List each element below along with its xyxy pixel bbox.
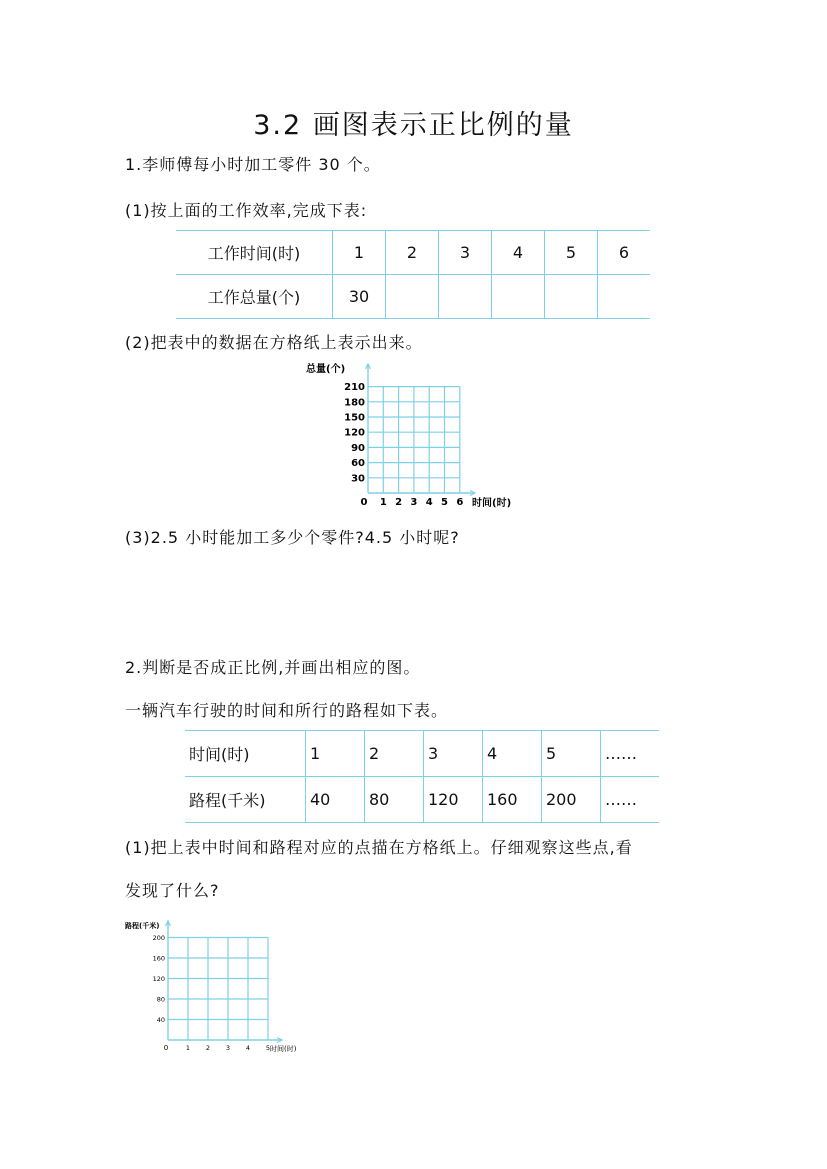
y-tick-label: 90 [351, 442, 365, 454]
table-cell: 120 [424, 777, 483, 823]
table-header-time: 时间(时) [185, 731, 306, 777]
chart-x-ticks [380, 497, 464, 508]
table-row [185, 777, 659, 823]
y-tick-label: 200 [152, 933, 165, 942]
chart-grid [368, 387, 460, 493]
answer-cell[interactable] [545, 275, 598, 319]
q1-part3: (3)2.5 小时能加工多少个零件?4.5 小时呢? [125, 528, 460, 547]
chart-origin-label: 0 [163, 1044, 169, 1052]
x-tick-label: 2 [205, 1044, 211, 1052]
q1-part2: (2)把表中的数据在方格纸上表示出来。 [125, 333, 423, 352]
x-tick-label: 2 [395, 497, 403, 508]
answer-cell[interactable] [492, 275, 545, 319]
table-cell: 5 [545, 231, 598, 275]
table-cell: 6 [598, 231, 651, 275]
q1-chart[interactable] [290, 356, 530, 516]
table-cell: 2 [386, 231, 439, 275]
table-header-distance: 路程(千米) [185, 777, 306, 823]
table-cell: 3 [439, 231, 492, 275]
q2-chart[interactable] [120, 915, 320, 1060]
q2-part1-line2: 发现了什么? [125, 881, 220, 900]
chart-y-label: 路程(千米) [125, 922, 160, 930]
y-tick-label: 150 [344, 412, 365, 424]
y-tick-label: 120 [152, 974, 165, 983]
chart-x-label: 时间(时) [472, 498, 512, 509]
y-tick-label: 160 [152, 954, 165, 963]
q2-part1-line1: (1)把上表中时间和路程对应的点描在方格纸上。仔细观察这些点,看 [125, 838, 633, 857]
x-tick-label: 1 [185, 1044, 191, 1052]
answer-cell[interactable] [439, 275, 492, 319]
table-cell: 4 [492, 231, 545, 275]
q2-intro: 一辆汽车行驶的时间和所行的路程如下表。 [125, 701, 449, 720]
x-tick-label: 4 [425, 497, 433, 508]
table-cell: 40 [306, 777, 365, 823]
table-cell: …… [601, 777, 660, 823]
q1-stem: 1.李师傅每小时加工零件 30 个。 [125, 155, 381, 174]
x-tick-label: 6 [456, 497, 464, 508]
answer-cell[interactable] [598, 275, 651, 319]
table-cell: 3 [424, 731, 483, 777]
y-tick-label: 40 [156, 1015, 165, 1024]
table-header-time: 工作时间(时) [176, 231, 333, 275]
y-tick-label: 30 [351, 473, 365, 485]
chart-x-ticks [186, 1044, 270, 1052]
y-tick-label: 80 [156, 995, 165, 1004]
x-tick-label: 3 [225, 1044, 231, 1052]
chart-y-label: 总量(个) [306, 364, 346, 375]
table-cell: 2 [365, 731, 424, 777]
table-cell: …… [601, 731, 660, 777]
q2-table [185, 730, 659, 823]
page-title: 3.2 画图表示正比例的量 [253, 110, 574, 141]
table-cell: 200 [542, 777, 601, 823]
table-header-total: 工作总量(个) [176, 275, 333, 319]
x-tick-label: 3 [410, 497, 418, 508]
table-row [176, 275, 650, 319]
y-tick-label: 120 [344, 427, 365, 439]
table-row [176, 231, 650, 275]
answer-cell[interactable] [386, 275, 439, 319]
x-tick-label: 5 [265, 1044, 271, 1052]
table-cell: 4 [483, 731, 542, 777]
chart-grid [168, 938, 268, 1041]
q2-stem: 2.判断是否成正比例,并画出相应的图。 [125, 658, 421, 677]
x-tick-label: 1 [379, 497, 387, 508]
table-cell: 30 [333, 275, 386, 319]
table-row [185, 731, 659, 777]
y-tick-label: 60 [351, 458, 365, 470]
x-tick-label: 4 [245, 1044, 251, 1052]
x-tick-label: 5 [441, 497, 448, 508]
chart-x-label: 时间(时) [270, 1045, 297, 1053]
table-cell: 1 [333, 231, 386, 275]
chart-axes [166, 921, 283, 1043]
table-cell: 80 [365, 777, 424, 823]
chart-y-ticks [153, 934, 165, 1024]
table-cell: 5 [542, 731, 601, 777]
table-cell: 1 [306, 731, 365, 777]
table-cell: 160 [483, 777, 542, 823]
q1-table [176, 230, 650, 319]
y-tick-label: 180 [344, 397, 365, 409]
chart-origin-label: 0 [360, 497, 368, 508]
chart-axes [366, 364, 476, 496]
y-tick-label: 210 [344, 382, 365, 394]
chart-y-ticks [344, 382, 365, 484]
q1-part1: (1)按上面的工作效率,完成下表: [125, 201, 368, 220]
